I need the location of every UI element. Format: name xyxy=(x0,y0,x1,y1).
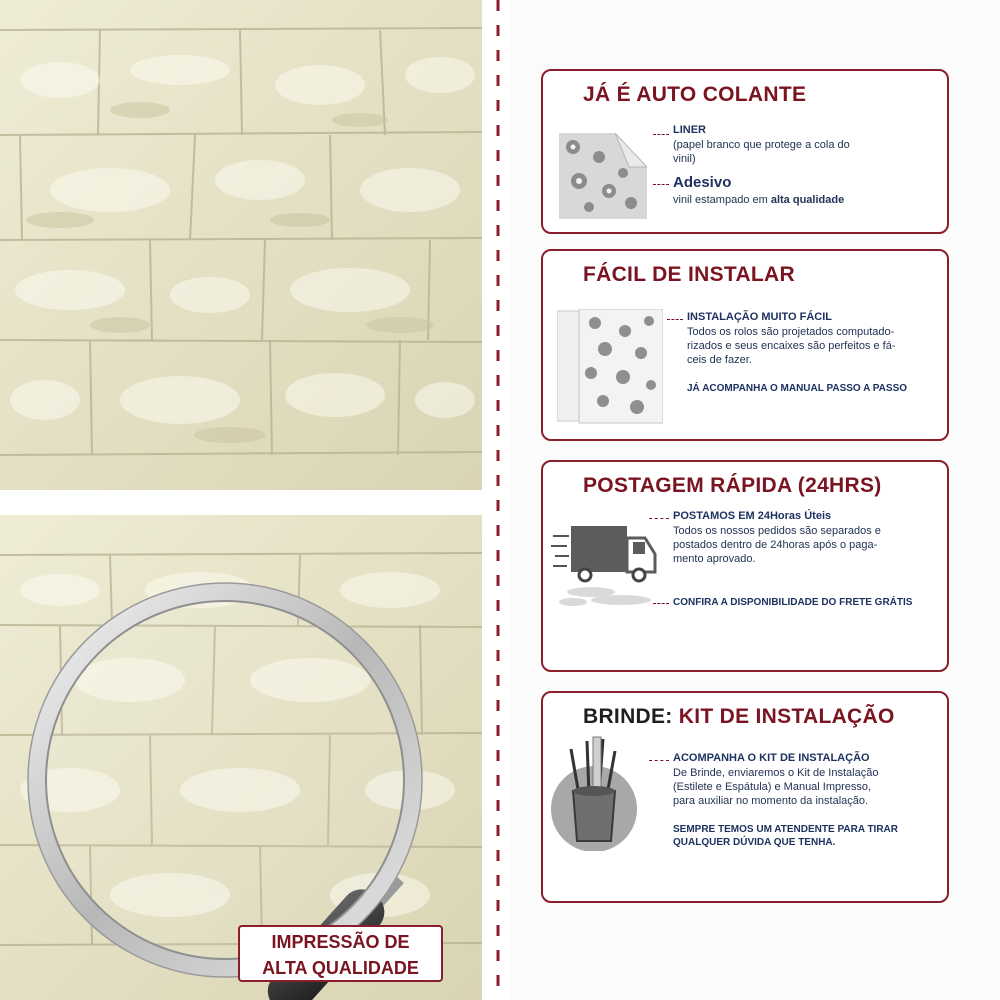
shipping-heading: POSTAMOS EM 24Horas Úteis xyxy=(673,510,832,522)
card-title: JÁ É AUTO COLANTE xyxy=(583,83,807,106)
free-shipping-note: CONFIRA A DISPONIBILIDADE DO FRETE GRÁTIS xyxy=(673,597,913,608)
card-gift-kit xyxy=(541,691,949,903)
card-easy-install xyxy=(541,249,949,441)
stone-texture-top xyxy=(0,0,482,490)
manual-note: JÁ ACOMPANHA O MANUAL PASSO A PASSO xyxy=(687,383,908,394)
card-title: FÁCIL DE INSTALAR xyxy=(583,263,795,286)
badge-line2: ALTA QUALIDADE xyxy=(262,958,419,978)
floral-sticker-icon xyxy=(559,133,647,219)
badge-line1: IMPRESSÃO DE xyxy=(271,932,410,952)
card-fast-shipping xyxy=(541,460,949,672)
liner-label: LINER xyxy=(673,124,706,136)
shipping-body: Todos os nossos pedidos são separados e postados dentro de 24horas após o paga- mento aprovado. xyxy=(673,525,881,565)
kit-body: De Brinde, enviaremos o Kit de Instalação (Estilete e Espátula) e Manual Impresso, para auxiliar no momento da instalação. xyxy=(673,767,879,807)
card-self-adhesive xyxy=(541,69,949,234)
install-heading: INSTALAÇÃO MUITO FÁCIL xyxy=(687,311,833,323)
high-quality-badge xyxy=(238,925,443,982)
adesivo-label: Adesivo xyxy=(673,174,732,191)
card-title: POSTAGEM RÁPIDA (24HRS) xyxy=(583,474,882,497)
liner-description: (papel branco que protege a cola do vinil) xyxy=(673,139,850,165)
adesivo-description: vinil estampado em alta qualidade xyxy=(673,194,845,206)
support-note: SEMPRE TEMOS UM ATENDENTE PARA TIRAR QUALQUER DÚVIDA QUE TENHA. xyxy=(673,824,899,848)
wallpaper-panel-icon xyxy=(557,309,663,425)
card-title: BRINDE: KIT DE INSTALAÇÃO xyxy=(583,705,895,728)
delivery-truck-icon xyxy=(551,520,661,610)
tool-cup-icon xyxy=(549,731,639,851)
dashed-divider xyxy=(496,0,500,1000)
kit-heading: ACOMPANHA O KIT DE INSTALAÇÃO xyxy=(673,752,870,764)
install-body: Todos os rolos são projetados computado- rizados e seus encaixes são perfeitos e fá- ceis de fazer. xyxy=(687,326,896,366)
